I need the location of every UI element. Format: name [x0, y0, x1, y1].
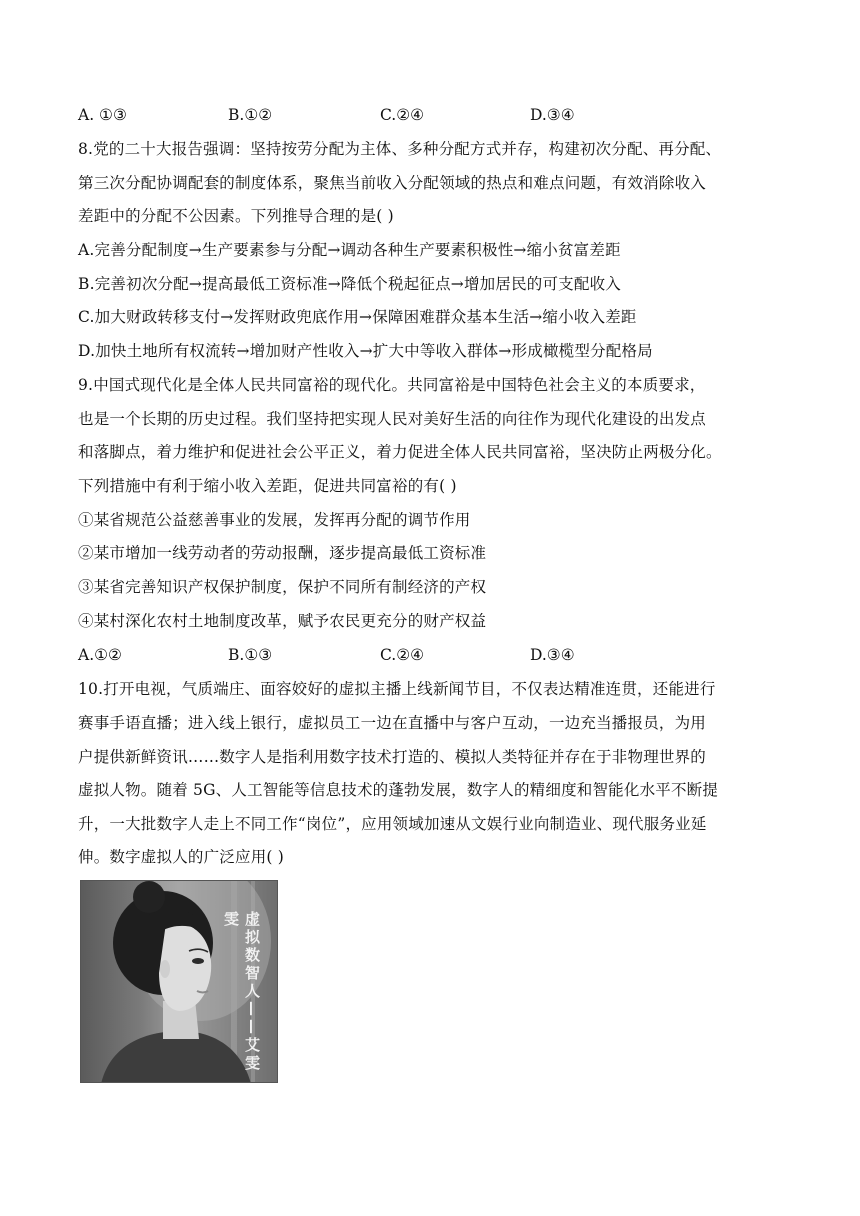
q8-option-a[interactable]: A.完善分配制度→生产要素参与分配→调动各种生产要素积极性→缩小贫富差距 — [78, 241, 621, 259]
q10-stem-line-5: 升，一大批数字人走上不同工作“岗位”，应用领域加速从文娱行业向制造业、现代服务业延 — [78, 815, 707, 833]
q8-stem-line-2: 第三次分配协调配套的制度体系，聚焦当前收入分配领域的热点和难点问题，有效消除收入 — [78, 174, 707, 192]
q9-stem-line-1: 9.中国式现代化是全体人民共同富裕的现代化。共同富裕是中国特色社会主义的本质要求， — [78, 376, 706, 394]
q9-item-2: ②某市增加一线劳动者的劳动报酬，逐步提高最低工资标准 — [78, 544, 487, 562]
q7-option-a[interactable]: A. ①③ — [78, 106, 127, 124]
q8-option-d[interactable]: D.加快土地所有权流转→增加财产性收入→扩大中等收入群体→形成橄榄型分配格局 — [78, 342, 653, 360]
q9-option-d[interactable]: D.③④ — [530, 646, 575, 664]
q8-option-b[interactable]: B.完善初次分配→提高最低工资标准→降低个税起征点→增加居民的可支配收入 — [78, 275, 621, 293]
q9-item-1: ①某省规范公益慈善事业的发展，发挥再分配的调节作用 — [78, 511, 471, 529]
q7-option-c[interactable]: C.②④ — [380, 106, 425, 124]
virtual-human-figure — [80, 880, 278, 1083]
q8-option-c[interactable]: C.加大财政转移支付→发挥财政兜底作用→保障困难群众基本生活→缩小收入差距 — [78, 308, 637, 326]
q10-stem-line-1: 10.打开电视，气质端庄、面容姣好的虚拟主播上线新闻节目，不仅表达精准连贯，还能进行 — [78, 680, 716, 698]
q9-stem-line-4: 下列措施中有利于缩小收入差距，促进共同富裕的有( ) — [78, 477, 457, 495]
q9-option-a[interactable]: A.①② — [78, 646, 122, 664]
q9-option-c[interactable]: C.②④ — [380, 646, 425, 664]
q7-option-d[interactable]: D.③④ — [530, 106, 575, 124]
figure-caption: 虚拟数智人——艾雯雯 — [222, 911, 261, 1073]
q7-option-b[interactable]: B.①② — [228, 106, 273, 124]
q9-item-3: ③某省完善知识产权保护制度，保护不同所有制经济的产权 — [78, 578, 487, 596]
q10-stem-line-3: 户提供新鲜资讯……数字人是指利用数字技术打造的、模拟人类特征并存在于非物理世界的 — [78, 748, 707, 766]
q10-stem-line-6: 伸。数字虚拟人的广泛应用( ) — [78, 848, 285, 866]
q10-stem-line-2: 赛事手语直播；进入线上银行，虚拟员工一边在直播中与客户互动，一边充当播报员，为用 — [78, 714, 707, 732]
q9-item-4: ④某村深化农村土地制度改革，赋予农民更充分的财产权益 — [78, 612, 487, 630]
q8-stem-line-1: 8.党的二十大报告强调：坚持按劳分配为主体、多种分配方式并存，构建初次分配、再分配、 — [78, 140, 722, 158]
q9-stem-line-2: 也是一个长期的历史过程。我们坚持把实现人民对美好生活的向往作为现代化建设的出发点 — [78, 410, 707, 428]
q9-stem-line-3: 和落脚点，着力维护和促进社会公平正义，着力促进全体人民共同富裕，坚决防止两极分化。 — [78, 443, 722, 461]
q10-stem-line-4: 虚拟人物。随着 5G、人工智能等信息技术的蓬勃发展，数字人的精细度和智能化水平不断提 — [78, 781, 719, 799]
q9-option-b[interactable]: B.①③ — [228, 646, 273, 664]
q8-stem-line-3: 差距中的分配不公因素。下列推导合理的是( ) — [78, 207, 394, 225]
